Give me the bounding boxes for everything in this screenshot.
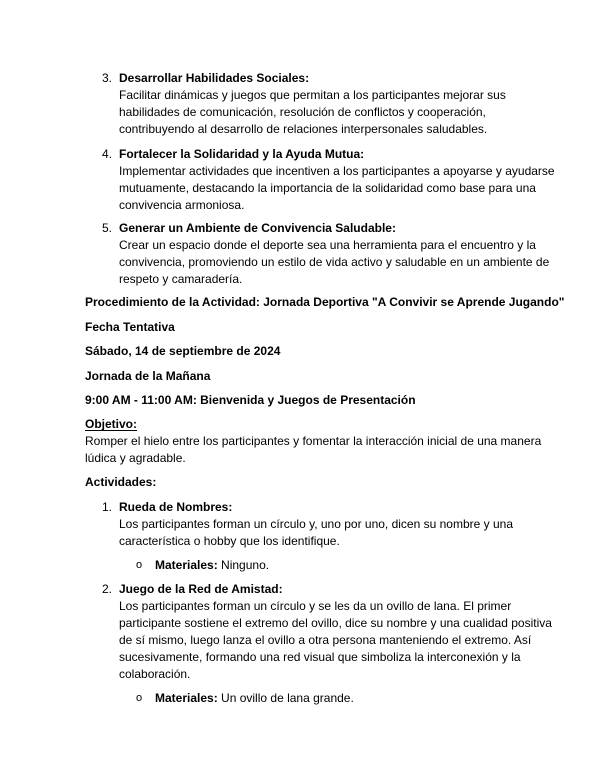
materials-value: Un ovillo de lana grande. xyxy=(217,691,354,705)
list-number: 4. xyxy=(101,147,112,161)
objective-text: Romper el hielo entre los participantes y fomentar la interacción inicial de una manera xyxy=(85,434,542,448)
objective-text: lúdica y agradable. xyxy=(85,451,186,465)
materials-line xyxy=(155,690,354,706)
materials-value: Ninguno. xyxy=(217,558,270,572)
objective-label: Objetivo: xyxy=(85,417,138,431)
activity-text: sucesivamente, formando una red visual que simboliza la interconexión y la xyxy=(119,650,521,664)
sub-bullet: o xyxy=(136,559,143,571)
materials-label: Materiales: xyxy=(155,558,218,572)
activity-title: Juego de la Red de Amistad: xyxy=(119,582,283,596)
activity-title: Rueda de Nombres: xyxy=(119,500,233,514)
list-number: 5. xyxy=(101,221,112,235)
list-item-text: habilidades de comunicación, resolución de conflictos y cooperación, xyxy=(119,105,486,119)
sub-bullet: o xyxy=(136,692,143,704)
session-heading: 9:00 AM - 11:00 AM: Bienvenida y Juegos de Presentación xyxy=(85,393,416,407)
morning-session-label: Jornada de la Mañana xyxy=(85,369,211,383)
list-number: 1. xyxy=(101,500,112,514)
list-item-text: Crear un espacio donde el deporte sea una herramienta para el encuentro y la xyxy=(119,238,536,252)
list-item-title: Desarrollar Habilidades Sociales: xyxy=(119,71,310,85)
list-number: 3. xyxy=(101,71,112,85)
list-item-text: mutuamente, destacando la importancia de la solidaridad como base para una xyxy=(119,181,536,195)
activity-text: Los participantes forman un círculo y, uno por uno, dicen su nombre y una xyxy=(119,517,514,531)
list-item-text: convivencia, promoviendo un estilo de vida activo y saludable en un ambiente de xyxy=(119,255,550,269)
procedure-heading: Procedimiento de la Actividad: Jornada Deportiva "A Convivir se Aprende Jugando" xyxy=(85,295,565,309)
materials-line xyxy=(155,557,269,573)
tentative-date-label: Fecha Tentativa xyxy=(85,320,175,334)
list-item-text: respeto y camaradería. xyxy=(119,272,243,286)
activity-text: Los participantes forman un círculo y se les da un ovillo de lana. El primer xyxy=(119,599,512,613)
list-number: 2. xyxy=(101,582,112,596)
activity-text: característica o hobby que los identifique. xyxy=(119,534,340,548)
list-item-text: Facilitar dinámicas y juegos que permitan a los participantes mejorar sus xyxy=(119,88,506,102)
activity-text: colaboración. xyxy=(119,667,191,681)
list-item-title: Fortalecer la Solidaridad y la Ayuda Mutua: xyxy=(119,147,365,161)
event-date: Sábado, 14 de septiembre de 2024 xyxy=(85,344,281,358)
materials-label: Materiales: xyxy=(155,691,218,705)
activity-text: de sí mismo, luego lanza el ovillo a otra persona manteniendo el extremo. Así xyxy=(119,633,532,647)
list-item-text: contribuyendo al desarrollo de relaciones interpersonales saludables. xyxy=(119,122,488,136)
list-item-text: convivencia armoniosa. xyxy=(119,198,245,212)
activities-label: Actividades: xyxy=(85,475,157,489)
activity-text: participante sostiene el extremo del ovillo, dice su nombre y una cualidad positiva xyxy=(119,616,552,630)
list-item-text: Implementar actividades que incentiven a los participantes a apoyarse y ayudarse xyxy=(119,164,555,178)
list-item-title: Generar un Ambiente de Convivencia Saludable: xyxy=(119,221,396,235)
